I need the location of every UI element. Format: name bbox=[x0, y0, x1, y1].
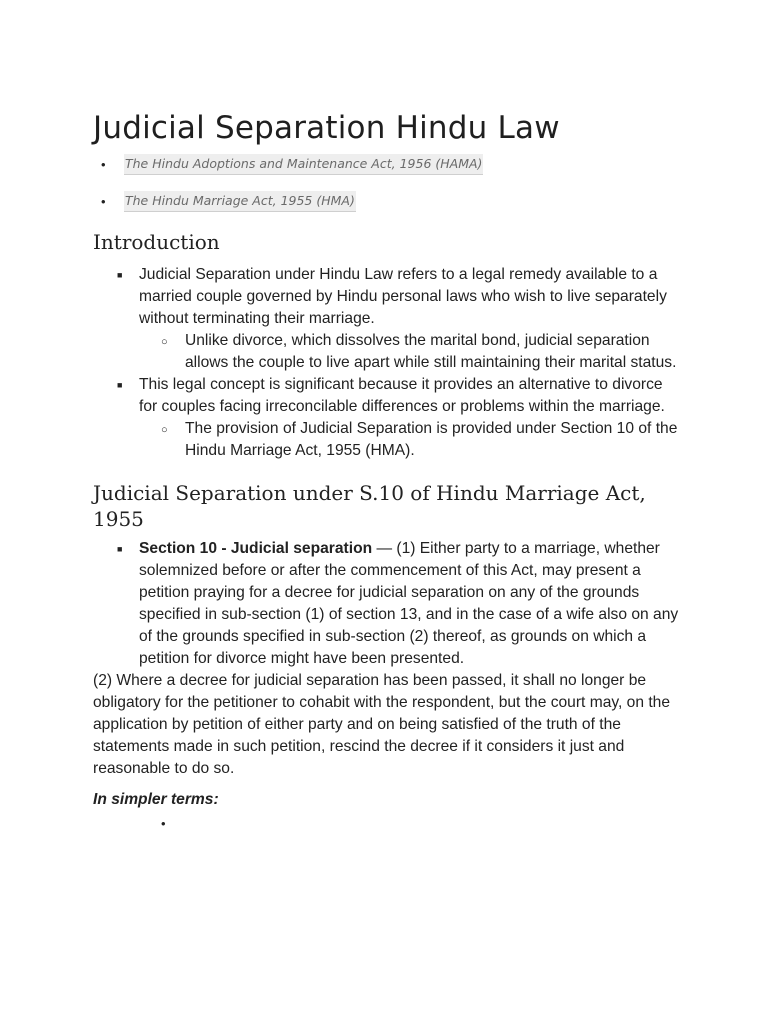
acts-list bbox=[93, 154, 683, 213]
sub-list bbox=[139, 418, 683, 462]
empty-list-item bbox=[93, 813, 683, 835]
square-bullet-icon: ■ bbox=[117, 380, 123, 390]
circle-bullet-icon: ○ bbox=[161, 424, 168, 436]
document-content bbox=[93, 108, 683, 835]
list-item bbox=[139, 330, 683, 374]
act-link-hma[interactable]: The Hindu Marriage Act, 1955 (HMA) bbox=[124, 191, 356, 212]
section10-clause2: (2) Where a decree for judicial separation has been passed, it shall no longer be obligatory for the petitioner to cohabit with the respondent, but the court may, on the application by petition of either party and on being satisfied of the truth of the statements made in such petition, rescind the decree if it considers it just and reasonable to do so. bbox=[93, 672, 671, 777]
list-item bbox=[93, 374, 683, 462]
introduction-list bbox=[93, 264, 683, 462]
list-item bbox=[93, 154, 683, 176]
square-bullet-icon: ■ bbox=[117, 270, 123, 280]
list-item bbox=[93, 191, 683, 213]
list-item-text: The provision of Judicial Separation is provided under Section 10 of the Hindu Marriage Act, 1955 (HMA). bbox=[185, 420, 678, 459]
list-item bbox=[139, 418, 683, 462]
square-bullet-icon: ■ bbox=[117, 544, 123, 554]
simpler-terms-heading: In simpler terms: bbox=[93, 791, 219, 808]
section10-label: Section 10 - Judicial separation bbox=[139, 540, 373, 557]
introduction-heading: Introduction bbox=[93, 230, 220, 254]
circle-bullet-icon: ○ bbox=[161, 336, 168, 348]
list-item-text: Judicial Separation under Hindu Law refers to a legal remedy available to a married couple governed by Hindu personal laws who wish to live separately without terminating their marriage. bbox=[139, 266, 667, 327]
sub-list bbox=[139, 330, 683, 374]
section10-clause1: — (1) Either party to a marriage, whether solemnized before or after the commencement of this Act, may present a petition praying for a decree for judicial separation on any of the grounds specified in sub-section (1) of section 13, and in the case of a wife also on any of the grounds specified in sub-section (2) thereof, as grounds on which a petition for divorce might have been presented. bbox=[139, 540, 679, 667]
section10-heading: Judicial Separation under S.10 of Hindu Marriage Act, 1955 bbox=[93, 481, 646, 531]
act-link-hama[interactable]: The Hindu Adoptions and Maintenance Act, 1956 (HAMA) bbox=[124, 154, 483, 175]
list-item-text: This legal concept is significant because it provides an alternative to divorce for couples facing irreconcilable differences or problems within the marriage. bbox=[139, 376, 665, 415]
page-title: Judicial Separation Hindu Law bbox=[93, 110, 560, 146]
list-item bbox=[93, 538, 683, 670]
list-item bbox=[93, 264, 683, 374]
bullet-icon: • bbox=[161, 816, 166, 831]
list-item-text: Unlike divorce, which dissolves the marital bond, judicial separation allows the couple to live apart while still maintaining their marital status. bbox=[185, 332, 677, 371]
section10-list bbox=[93, 538, 683, 670]
